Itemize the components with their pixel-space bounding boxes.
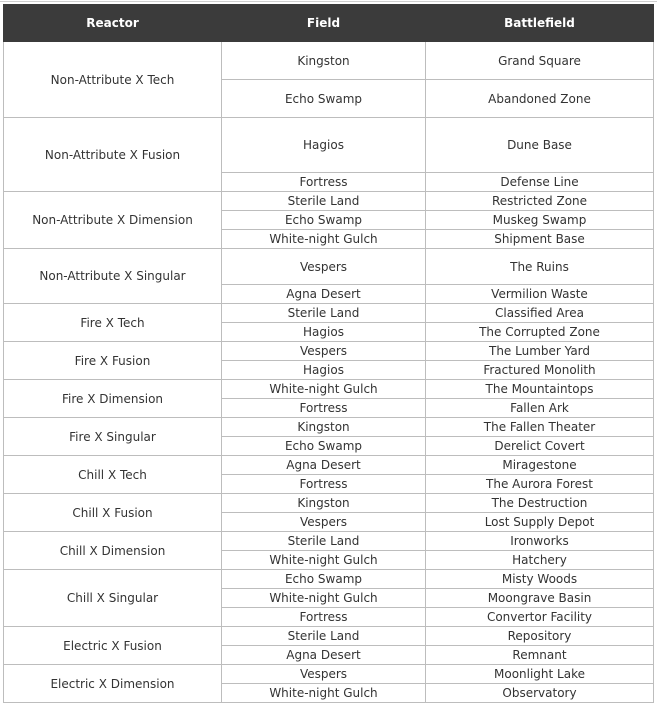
table-row (4, 627, 654, 646)
battlefield-cell: Misty Woods (426, 570, 654, 589)
field-cell: Echo Swamp (222, 80, 426, 118)
table-row (4, 665, 654, 684)
reactor-cell: Non-Attribute X Fusion (4, 118, 222, 192)
table-row (4, 249, 654, 285)
reactor-cell: Fire X Dimension (4, 380, 222, 418)
table-row (4, 118, 654, 173)
field-cell: Echo Swamp (222, 211, 426, 230)
battlefield-cell: The Fallen Theater (426, 418, 654, 437)
battlefield-cell: Vermilion Waste (426, 285, 654, 304)
table-row (4, 570, 654, 589)
reactor-cell: Electric X Dimension (4, 665, 222, 703)
battlefield-cell: Fallen Ark (426, 399, 654, 418)
field-cell: White-night Gulch (222, 380, 426, 399)
field-cell: Hagios (222, 118, 426, 173)
field-cell: Vespers (222, 249, 426, 285)
field-cell: Fortress (222, 608, 426, 627)
field-cell: Agna Desert (222, 456, 426, 475)
battlefield-cell: Dune Base (426, 118, 654, 173)
battlefield-cell: The Aurora Forest (426, 475, 654, 494)
battlefield-cell: Muskeg Swamp (426, 211, 654, 230)
field-cell: Sterile Land (222, 532, 426, 551)
table-row (4, 304, 654, 323)
table-row (4, 192, 654, 211)
battlefield-cell: Classified Area (426, 304, 654, 323)
table-row (4, 342, 654, 361)
field-cell: Kingston (222, 418, 426, 437)
field-cell: White-night Gulch (222, 230, 426, 249)
field-cell: White-night Gulch (222, 551, 426, 570)
battlefield-cell: The Ruins (426, 249, 654, 285)
battlefield-cell: Hatchery (426, 551, 654, 570)
battlefield-cell: The Lumber Yard (426, 342, 654, 361)
battlefield-cell: Moonlight Lake (426, 665, 654, 684)
battlefield-cell: The Mountaintops (426, 380, 654, 399)
reactor-cell: Chill X Tech (4, 456, 222, 494)
battlefield-cell: Observatory (426, 684, 654, 703)
table-row (4, 532, 654, 551)
battlefield-cell: Ironworks (426, 532, 654, 551)
field-cell: White-night Gulch (222, 684, 426, 703)
reactor-cell: Chill X Dimension (4, 532, 222, 570)
table-row (4, 494, 654, 513)
battlefield-cell: The Destruction (426, 494, 654, 513)
battlefield-cell: Restricted Zone (426, 192, 654, 211)
battlefield-cell: Repository (426, 627, 654, 646)
field-cell: Kingston (222, 42, 426, 80)
battlefield-cell: Defense Line (426, 173, 654, 192)
table-row (4, 456, 654, 475)
reactor-cell: Fire X Tech (4, 304, 222, 342)
reactor-cell: Chill X Fusion (4, 494, 222, 532)
battlefield-cell: Derelict Covert (426, 437, 654, 456)
battlefield-cell: Moongrave Basin (426, 589, 654, 608)
reactor-cell: Fire X Fusion (4, 342, 222, 380)
battlefield-cell: Abandoned Zone (426, 80, 654, 118)
reactor-cell: Chill X Singular (4, 570, 222, 627)
field-cell: Sterile Land (222, 304, 426, 323)
header-battlefield: Battlefield (426, 5, 654, 42)
field-cell: White-night Gulch (222, 589, 426, 608)
header-reactor: Reactor (4, 5, 222, 42)
field-cell: Agna Desert (222, 285, 426, 304)
field-cell: Hagios (222, 361, 426, 380)
field-cell: Vespers (222, 513, 426, 532)
field-cell: Sterile Land (222, 627, 426, 646)
field-cell: Agna Desert (222, 646, 426, 665)
reactor-cell: Non-Attribute X Singular (4, 249, 222, 304)
table-body (4, 42, 654, 703)
battlefield-cell: Grand Square (426, 42, 654, 80)
battlefield-cell: The Corrupted Zone (426, 323, 654, 342)
field-cell: Echo Swamp (222, 570, 426, 589)
battlefield-cell: Shipment Base (426, 230, 654, 249)
field-cell: Kingston (222, 494, 426, 513)
battlefield-cell: Fractured Monolith (426, 361, 654, 380)
table-row (4, 380, 654, 399)
reactor-cell: Non-Attribute X Dimension (4, 192, 222, 249)
field-cell: Hagios (222, 323, 426, 342)
reactor-cell: Non-Attribute X Tech (4, 42, 222, 118)
field-cell: Vespers (222, 342, 426, 361)
battlefield-cell: Lost Supply Depot (426, 513, 654, 532)
field-cell: Vespers (222, 665, 426, 684)
battlefield-cell: Convertor Facility (426, 608, 654, 627)
header-field: Field (222, 5, 426, 42)
field-cell: Fortress (222, 475, 426, 494)
field-cell: Fortress (222, 173, 426, 192)
table-row (4, 42, 654, 80)
field-cell: Fortress (222, 399, 426, 418)
table-header (4, 5, 654, 42)
battlefield-cell: Miragestone (426, 456, 654, 475)
field-cell: Echo Swamp (222, 437, 426, 456)
reactor-cell: Fire X Singular (4, 418, 222, 456)
table-row (4, 418, 654, 437)
reactor-field-table (3, 4, 654, 703)
reactor-cell: Electric X Fusion (4, 627, 222, 665)
field-cell: Sterile Land (222, 192, 426, 211)
battlefield-cell: Remnant (426, 646, 654, 665)
